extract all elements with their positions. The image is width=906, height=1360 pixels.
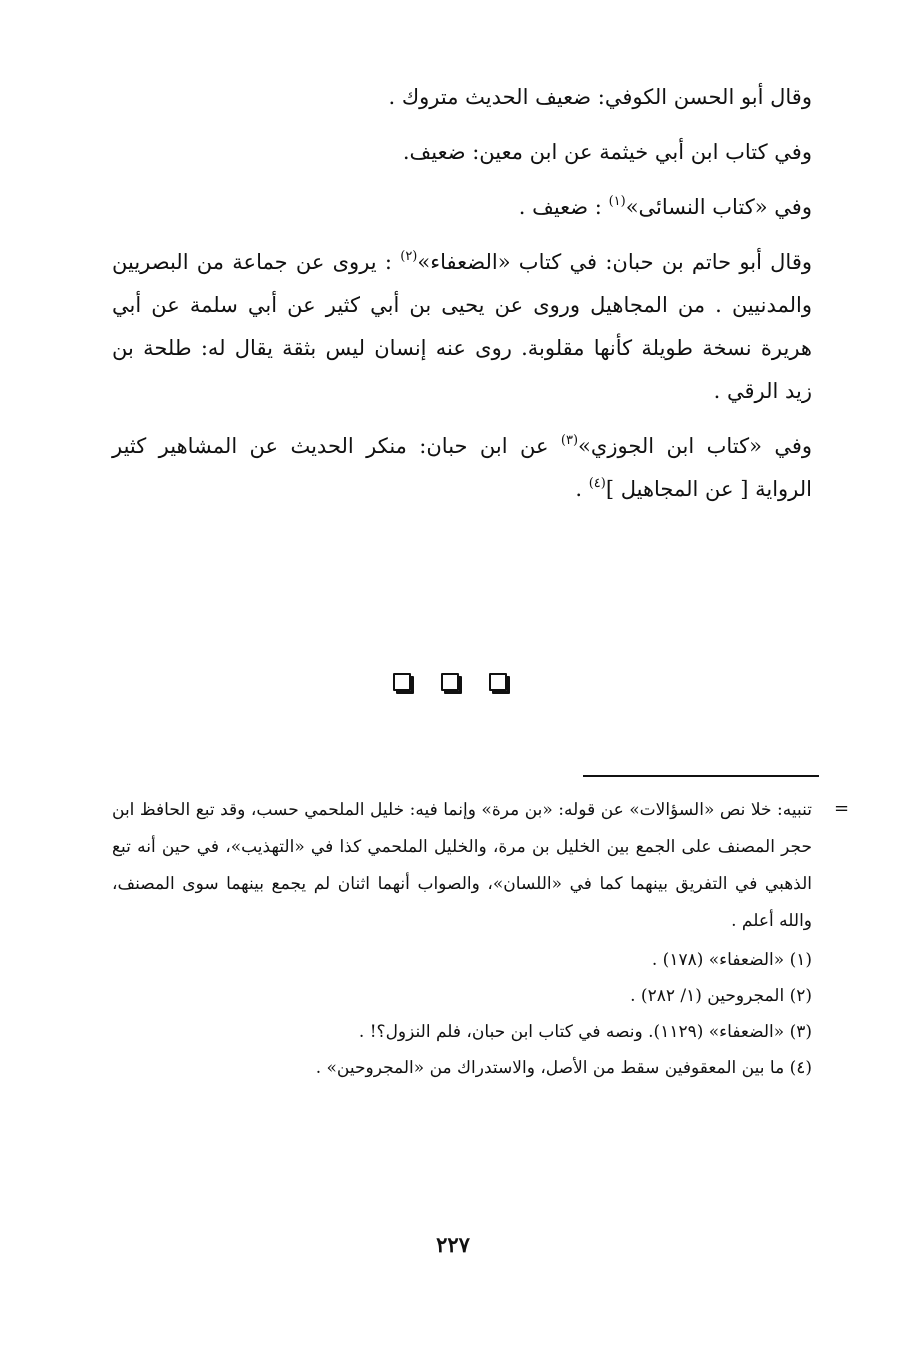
footnote-item: (٢) المجروحين (١/ ٢٨٢) . xyxy=(630,986,812,1006)
footnote-item: (٤) ما بين المعقوفين سقط من الأصل، والاستدراك من «المجروحين» . xyxy=(315,1058,812,1078)
paragraph-text: وقال أبو حاتم بن حبان: في كتاب «الضعفاء» xyxy=(417,250,812,274)
paragraph xyxy=(112,425,812,511)
paragraph xyxy=(112,76,812,119)
paragraph xyxy=(112,131,812,174)
paragraph-text: وفي كتاب ابن أبي خيثمة عن ابن معين: ضعيف. xyxy=(402,140,812,164)
paragraph-text: وقال أبو الحسن الكوفي: ضعيف الحديث متروك . xyxy=(388,85,812,109)
paragraph-text: وفي «كتاب النسائى» xyxy=(625,195,812,219)
paragraph xyxy=(112,186,812,229)
page-number: ٢٢٧ xyxy=(436,1232,470,1257)
footnote-item: (٣) «الضعفاء» (١١٢٩). ونصه في كتاب ابن حبان، فلم النزول؟! . xyxy=(358,1022,812,1042)
square-ornament-icon xyxy=(489,673,507,691)
square-ornament-icon xyxy=(441,673,459,691)
section-ornament xyxy=(393,673,543,703)
paragraph-text: : ضعيف . xyxy=(518,195,609,219)
paragraph-text: عن ابن حبان: منكر الحديث عن المشاهير كثير الرواية [ عن المجاهيل ] xyxy=(112,434,812,501)
paragraph xyxy=(112,241,812,413)
footnote-reference[interactable]: (٤) xyxy=(588,476,606,491)
footnote-item: (١) «الضعفاء» (١٧٨) . xyxy=(651,950,812,970)
continuation-mark: = xyxy=(834,798,850,819)
main-text xyxy=(112,76,812,523)
paragraph-text: : يروى عن جماعة من البصريين والمدنيين . من المجاهيل وروى عن يحيى بن أبي كثير عن أبي سلمة عن أبي هريرة نسخة طويلة كأنها مقلوبة. روى عنه إنسان ليس بثقة يقال له: طلحة بن زيد الرقي . xyxy=(112,250,812,403)
square-ornament-icon xyxy=(393,673,411,691)
paragraph-text: وفي «كتاب ابن الجوزي» xyxy=(578,434,812,458)
note-paragraph: تنبيه: خلا نص «السؤالات» عن قوله: «بن مرة» وإنما فيه: خليل الملحمي حسب، وقد تبع الحافظ ابن حجر المصنف على الجمع بين الخليل بن مرة، والخليل الملحمي كذا في «التهذيب»، في حين أنه تبع الذهبي في التفريق بينهما كما في «اللسان»، والصواب أنهما اثنان لم يجمع بينهما سوى المصنف، والله أعلم . xyxy=(112,800,812,931)
footnote-reference[interactable]: (١) xyxy=(608,194,626,209)
paragraph-text: . xyxy=(575,477,589,501)
footnotes xyxy=(112,792,812,1086)
footnote-reference[interactable]: (٣) xyxy=(560,433,579,448)
footnote-separator xyxy=(583,775,819,777)
footnote-reference[interactable]: (٢) xyxy=(400,249,418,264)
